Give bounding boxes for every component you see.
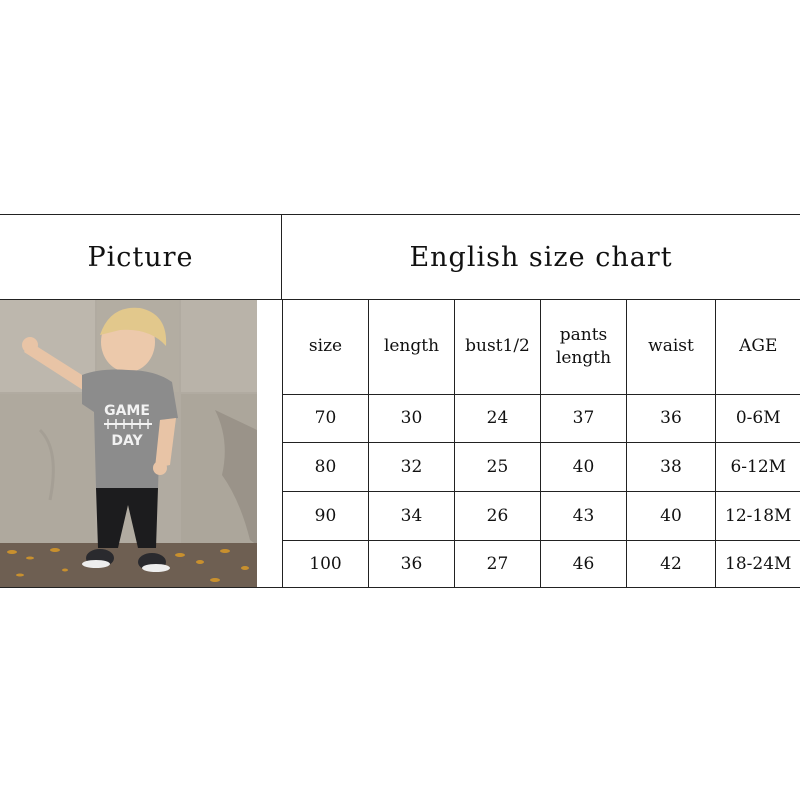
table-cell: 34 bbox=[369, 492, 455, 541]
table-cell: 70 bbox=[283, 394, 369, 443]
table-cell: 46 bbox=[541, 540, 627, 588]
table-cell: 100 bbox=[283, 540, 369, 588]
shirt-text-top: GAME bbox=[104, 403, 150, 419]
column-header: waist bbox=[627, 300, 716, 394]
table-cell: 18-24M bbox=[716, 540, 800, 588]
size-chart-title: English size chart bbox=[409, 241, 673, 273]
table-cell: 40 bbox=[627, 492, 716, 541]
shirt-text-bottom: DAY bbox=[111, 433, 143, 449]
table-cell: 37 bbox=[541, 394, 627, 443]
table-cell: 40 bbox=[541, 443, 627, 492]
table-cell: 30 bbox=[369, 394, 455, 443]
table-header-row bbox=[283, 300, 800, 394]
column-header: bust1/2 bbox=[455, 300, 541, 394]
table-cell: 38 bbox=[627, 443, 716, 492]
table-row bbox=[283, 394, 800, 443]
table-cell: 0-6M bbox=[716, 394, 800, 443]
table-cell: 42 bbox=[627, 540, 716, 588]
table-cell: 12-18M bbox=[716, 492, 800, 541]
table-cell: 36 bbox=[627, 394, 716, 443]
table-cell: 43 bbox=[541, 492, 627, 541]
table-row bbox=[283, 443, 800, 492]
table-cell: 26 bbox=[455, 492, 541, 541]
header-row bbox=[0, 215, 800, 300]
table-cell: 36 bbox=[369, 540, 455, 588]
column-header: AGE bbox=[716, 300, 800, 394]
table-cell: 24 bbox=[455, 394, 541, 443]
table-cell: 90 bbox=[283, 492, 369, 541]
size-table-container bbox=[282, 300, 800, 588]
column-header: pants length bbox=[541, 300, 627, 394]
table-cell: 6-12M bbox=[716, 443, 800, 492]
size-table bbox=[282, 300, 800, 588]
table-cell: 27 bbox=[455, 540, 541, 588]
table-cell: 25 bbox=[455, 443, 541, 492]
size-chart-sheet bbox=[0, 214, 800, 588]
table-row bbox=[283, 492, 800, 541]
product-photo bbox=[0, 300, 257, 587]
table-cell: 32 bbox=[369, 443, 455, 492]
column-header: length bbox=[369, 300, 455, 394]
table-row bbox=[283, 540, 800, 588]
table-cell: 80 bbox=[283, 443, 369, 492]
column-header: size bbox=[283, 300, 369, 394]
picture-heading: Picture bbox=[0, 215, 282, 299]
